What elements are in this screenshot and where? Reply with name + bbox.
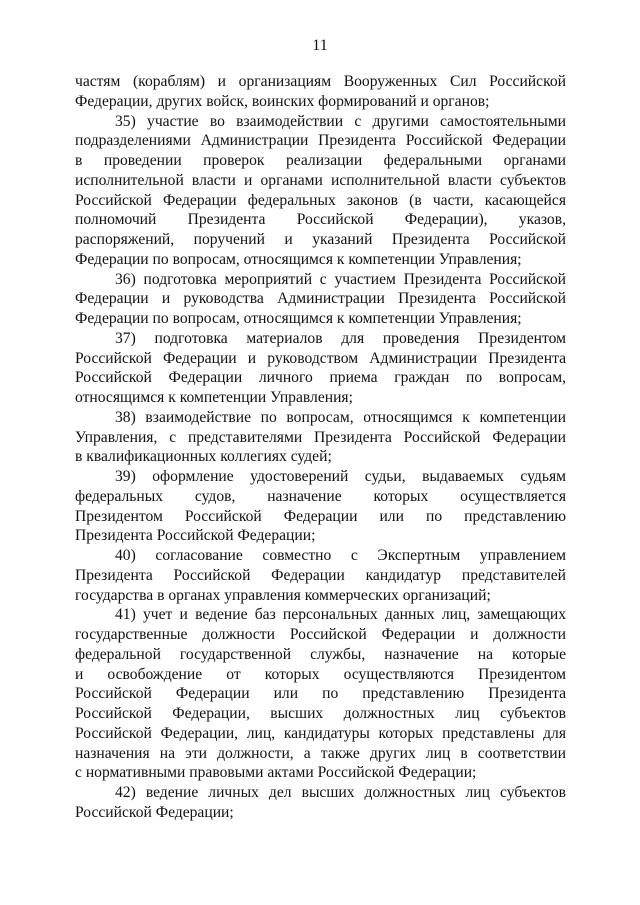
text-line: распоряжений, поручений и указаний Президента Российской: [75, 231, 566, 248]
text-line: с нормативными правовыми актами Российской Федерации;: [75, 764, 477, 782]
text-line: 39) оформление удостоверений судьи, выдаваемых судьям: [115, 468, 566, 485]
text-line: исполнительной власти и органами исполнительной власти субъектов: [75, 171, 566, 189]
text-line: подразделениями Администрации Президента Российской Федерации: [75, 132, 566, 150]
text-line: Федерации по вопросам, относящимся к компетенции Управления;: [75, 250, 522, 268]
text-line: Российской Федерации;: [75, 803, 234, 821]
text-line: назначения на эти должности, а также других лиц в соответствии: [75, 744, 566, 762]
paragraph: [75, 329, 566, 408]
page-number: 11: [312, 37, 328, 54]
text-line: государства в органах управления коммерческих организаций;: [75, 586, 491, 604]
text-line: в квалификационных коллегиях судей;: [75, 448, 332, 466]
text-line: Российской Федерации, высших должностных лиц субъектов: [75, 705, 566, 722]
text-line: Российской Федерации федеральных законов (в части, касающейся: [75, 191, 566, 209]
text-line: Российской Федерации и руководством Администрации Президента: [75, 349, 566, 367]
paragraph: [75, 72, 566, 112]
text-line: 36) подготовка мероприятий с участием Президента Российской: [115, 270, 566, 288]
text-line: 40) согласование совместно с Экспертным управлением: [115, 547, 566, 564]
text-line: Президента Российской Федерации;: [75, 527, 316, 545]
text-line: в проведении проверок реализации федеральными органами: [75, 152, 566, 169]
paragraph: [75, 783, 566, 823]
document-body: [75, 72, 566, 823]
paragraph: [75, 112, 566, 270]
text-line: 41) учет и ведение баз персональных данных лиц, замещающих: [115, 606, 566, 624]
text-line: Федерации, других войск, воинских формирований и органов;: [75, 92, 490, 110]
text-line: 42) ведение личных дел высших должностных лиц субъектов: [115, 784, 566, 801]
text-line: 37) подготовка материалов для проведения Президентом: [115, 329, 566, 347]
text-line: относящимся к компетенции Управления;: [75, 389, 353, 406]
text-line: частям (кораблям) и организациям Вооруженных Сил Российской: [75, 73, 566, 90]
text-line: Российской Федерации, лиц, кандидатуры которых представлены для: [75, 724, 566, 742]
text-line: 35) участие во взаимодействии с другими самостоятельными: [115, 112, 566, 130]
text-line: Федерации по вопросам, относящимся к компетенции Управления;: [75, 310, 522, 327]
paragraph: [75, 408, 566, 467]
text-line: Российской Федерации или по представлению Президента: [75, 685, 566, 703]
paragraph: [75, 467, 566, 546]
paragraph: [75, 605, 566, 783]
text-line: 38) взаимодействие по вопросам, относящимся к компетенции: [115, 408, 566, 426]
text-line: федеральных судов, назначение которых осуществляется: [75, 487, 566, 505]
text-line: Президента Российской Федерации кандидатур представителей: [75, 566, 566, 584]
text-line: Управления, с представителями Президента Российской Федерации: [75, 428, 566, 446]
paragraph: [75, 270, 566, 329]
paragraph: [75, 546, 566, 605]
text-line: федеральной государственной службы, назначение на которые: [75, 645, 566, 663]
text-line: Президентом Российской Федерации или по представлению: [75, 507, 566, 525]
text-line: полномочий Президента Российской Федерации), указов,: [75, 211, 566, 229]
text-line: государственные должности Российской Федерации и должности: [75, 626, 566, 643]
text-line: Федерации и руководства Администрации Президента Российской: [75, 290, 566, 308]
text-line: и освобождение от которых осуществляются Президентом: [75, 665, 566, 683]
text-line: Российской Федерации личного приема граждан по вопросам,: [75, 369, 566, 387]
